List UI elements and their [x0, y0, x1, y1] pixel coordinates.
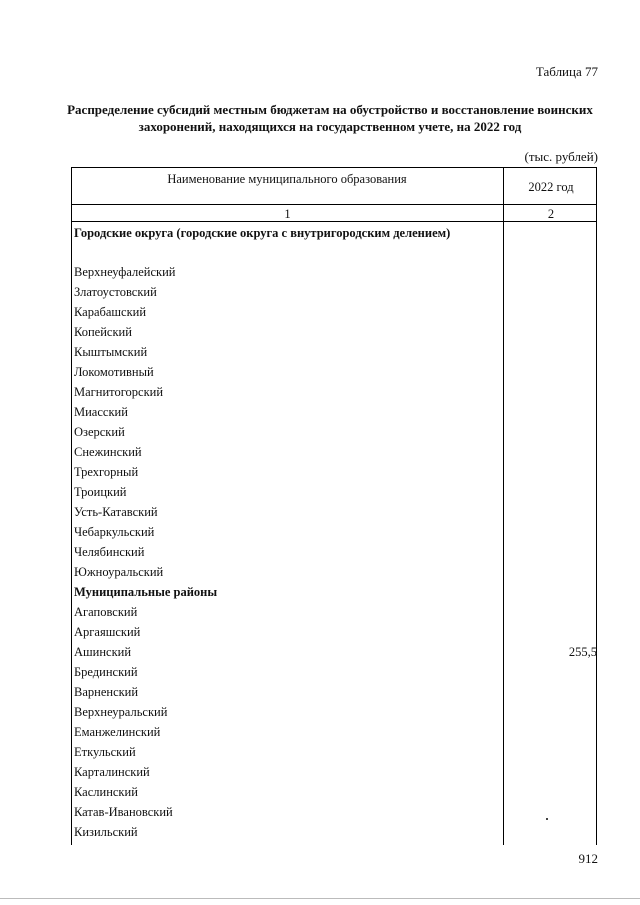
table-row — [74, 502, 501, 522]
table-row — [74, 742, 501, 762]
group-header-row — [74, 582, 501, 602]
table-row — [74, 442, 501, 462]
municipality-name: Брединский — [74, 665, 138, 679]
municipality-name: Верхнеуральский — [74, 705, 168, 719]
amount-value: 255,5 — [568, 645, 597, 659]
table-row — [74, 602, 501, 622]
header-col-number-2: 2 — [547, 207, 555, 221]
page-number: 912 — [578, 851, 598, 866]
header-col-number-1: 1 — [284, 207, 291, 221]
municipality-name: Аргаяшский — [74, 625, 141, 639]
table-row — [74, 402, 501, 422]
municipality-name: Катав-Ивановский — [74, 805, 173, 819]
table-row — [74, 482, 501, 502]
table-row — [74, 622, 501, 642]
municipality-name: Чебаркульский — [74, 525, 155, 539]
municipality-name: Троицкий — [74, 485, 127, 499]
municipality-name: Еманжелинский — [74, 725, 161, 739]
header-col-name: Наименование муниципального образования — [167, 172, 407, 186]
municipality-name: Верхнеуфалейский — [74, 265, 176, 279]
municipality-name: Усть-Катавский — [74, 505, 158, 519]
table-row — [74, 642, 597, 662]
units-label: (тыс. рублей) — [524, 149, 598, 164]
municipality-name: Копейский — [74, 325, 132, 339]
municipality-name: Миасский — [74, 405, 128, 419]
table-row — [74, 522, 501, 542]
municipality-name: Златоустовский — [74, 285, 157, 299]
table-row — [74, 782, 501, 802]
table-row — [74, 342, 501, 362]
table-body — [74, 225, 597, 842]
municipality-name: Челябинский — [74, 545, 145, 559]
table-row — [74, 822, 501, 842]
municipality-name: Еткульский — [74, 745, 136, 759]
table-title: Распределение субсидий местным бюджетам на обустройство и восстановление воинских захоронений, находящихся на государственном учете, на 2022 год — [67, 102, 593, 134]
table-row — [74, 702, 501, 722]
municipality-name: Карабашский — [74, 305, 147, 319]
municipality-name: Каслинский — [74, 785, 138, 799]
page-bottom-edge — [0, 898, 640, 899]
table-row — [74, 462, 501, 482]
scan-speck — [546, 818, 548, 820]
header-divider — [72, 204, 596, 205]
table-row — [74, 382, 501, 402]
group-header-row — [74, 225, 501, 262]
municipality-name: Агаповский — [74, 605, 138, 619]
table-row — [74, 682, 501, 702]
table-row — [74, 762, 501, 782]
data-table — [71, 167, 597, 845]
municipality-name: Локомотивный — [74, 365, 154, 379]
table-row — [74, 322, 501, 342]
table-row — [74, 802, 501, 822]
header-col-year: 2022 год — [528, 180, 574, 194]
table-row — [74, 562, 501, 582]
municipality-name: Ашинский — [74, 645, 132, 659]
municipality-name: Городские округа (городские округа с внутригородским делением) — [74, 226, 451, 240]
municipality-name: Южноуральский — [74, 565, 164, 579]
column-divider — [503, 168, 504, 845]
table-row — [74, 302, 501, 322]
number-row-divider — [72, 221, 596, 222]
table-row — [74, 282, 501, 302]
municipality-name: Трехгорный — [74, 465, 139, 479]
table-row — [74, 362, 501, 382]
table-row — [74, 262, 501, 282]
municipality-name: Озерский — [74, 425, 125, 439]
table-row — [74, 542, 501, 562]
municipality-name: Карталинский — [74, 765, 150, 779]
table-row — [74, 722, 501, 742]
municipality-name: Магнитогорский — [74, 385, 164, 399]
table-row — [74, 662, 501, 682]
municipality-name: Варненский — [74, 685, 139, 699]
municipality-name: Кыштымский — [74, 345, 148, 359]
table-row — [74, 422, 501, 442]
municipality-name: Кизильский — [74, 825, 138, 839]
table-number: Таблица 77 — [535, 64, 598, 79]
municipality-name: Снежинский — [74, 445, 142, 459]
municipality-name: Муниципальные районы — [74, 585, 218, 599]
